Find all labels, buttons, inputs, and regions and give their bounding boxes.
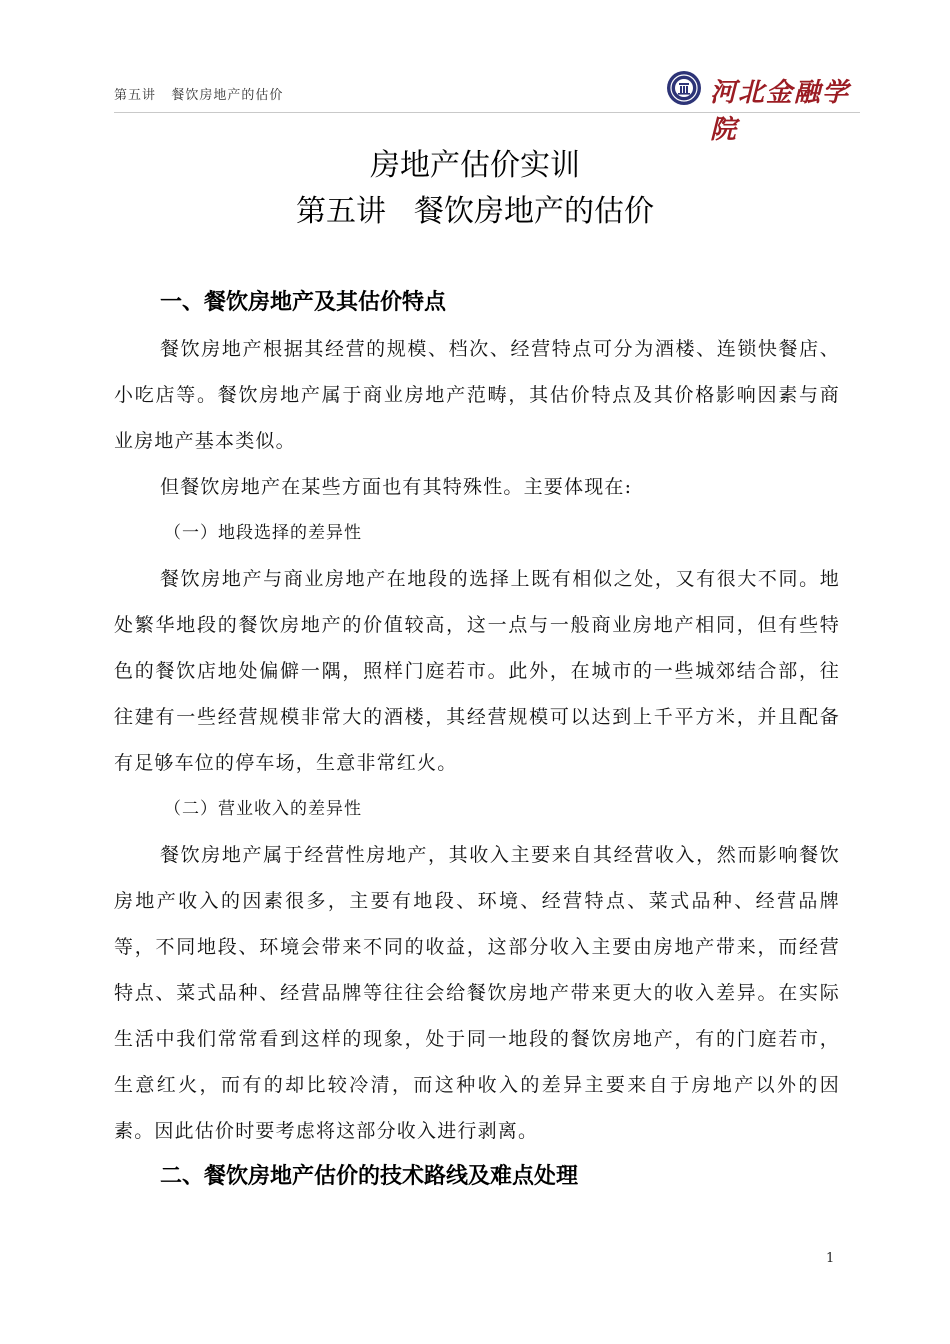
lecture-topic: 餐饮房地产的估价 xyxy=(414,194,654,229)
school-emblem-icon xyxy=(666,70,702,106)
paragraph-4: 餐饮房地产属于经营性房地产，其收入主要来自其经营收入，然而影响餐饮房地产收入的因素很多，主要有地段、环境、经营特点、菜式品种、经营品牌等，不同地段、环境会带来不同的收益，这部分收入主要由房地产带来，而经营特点、菜式品种、经营品牌等往往会给餐饮房地产带来更大的收入差异。在实际生活中我们常常看到这样的现象，处于同一地段的餐饮房地产，有的门庭若市，生意红火，而有的却比较冷清，而这种收入的差异主要来自于房地产以外的因素。因此估价时要考虑将这部分收入进行剥离。 xyxy=(114,844,840,1142)
document-body xyxy=(114,280,840,1200)
subheading-1: （一）地段选择的差异性 xyxy=(164,523,362,543)
school-name-logo: 河北金融学院 xyxy=(710,78,851,145)
lecture-title xyxy=(0,186,950,230)
section-heading-1: 一、餐饮房地产及其估价特点 xyxy=(160,290,447,315)
paragraph-2: 但餐饮房地产在某些方面也有其特殊性。主要体现在: xyxy=(160,476,633,498)
running-header: 第五讲 餐饮房地产的估价 xyxy=(114,88,284,103)
header-divider xyxy=(114,112,860,113)
paragraph-3: 餐饮房地产与商业房地产在地段的选择上既有相似之处，又有很大不同。地处繁华地段的餐饮房地产的价值较高，这一点与一般商业房地产相同，但有些特色的餐饮店地处偏僻一隅，照样门庭若市。此外，在城市的一些城郊结合部，往往建有一些经营规模非常大的酒楼，其经营规模可以达到上千平方米，并且配备有足够车位的停车场，生意非常红火。 xyxy=(114,568,840,774)
lecture-number: 第五讲 xyxy=(296,194,386,229)
section-heading-2: 二、餐饮房地产估价的技术路线及难点处理 xyxy=(160,1164,579,1189)
school-logo xyxy=(666,68,866,145)
page-number: 1 xyxy=(826,1251,835,1266)
document-title: 房地产估价实训 xyxy=(370,148,580,183)
paragraph-1: 餐饮房地产根据其经营的规模、档次、经营特点可分为酒楼、连锁快餐店、小吃店等。餐饮房地产属于商业房地产范畴，其估价特点及其价格影响因素与商业房地产基本类似。 xyxy=(114,338,840,452)
subheading-2: （二）营业收入的差异性 xyxy=(164,799,362,819)
